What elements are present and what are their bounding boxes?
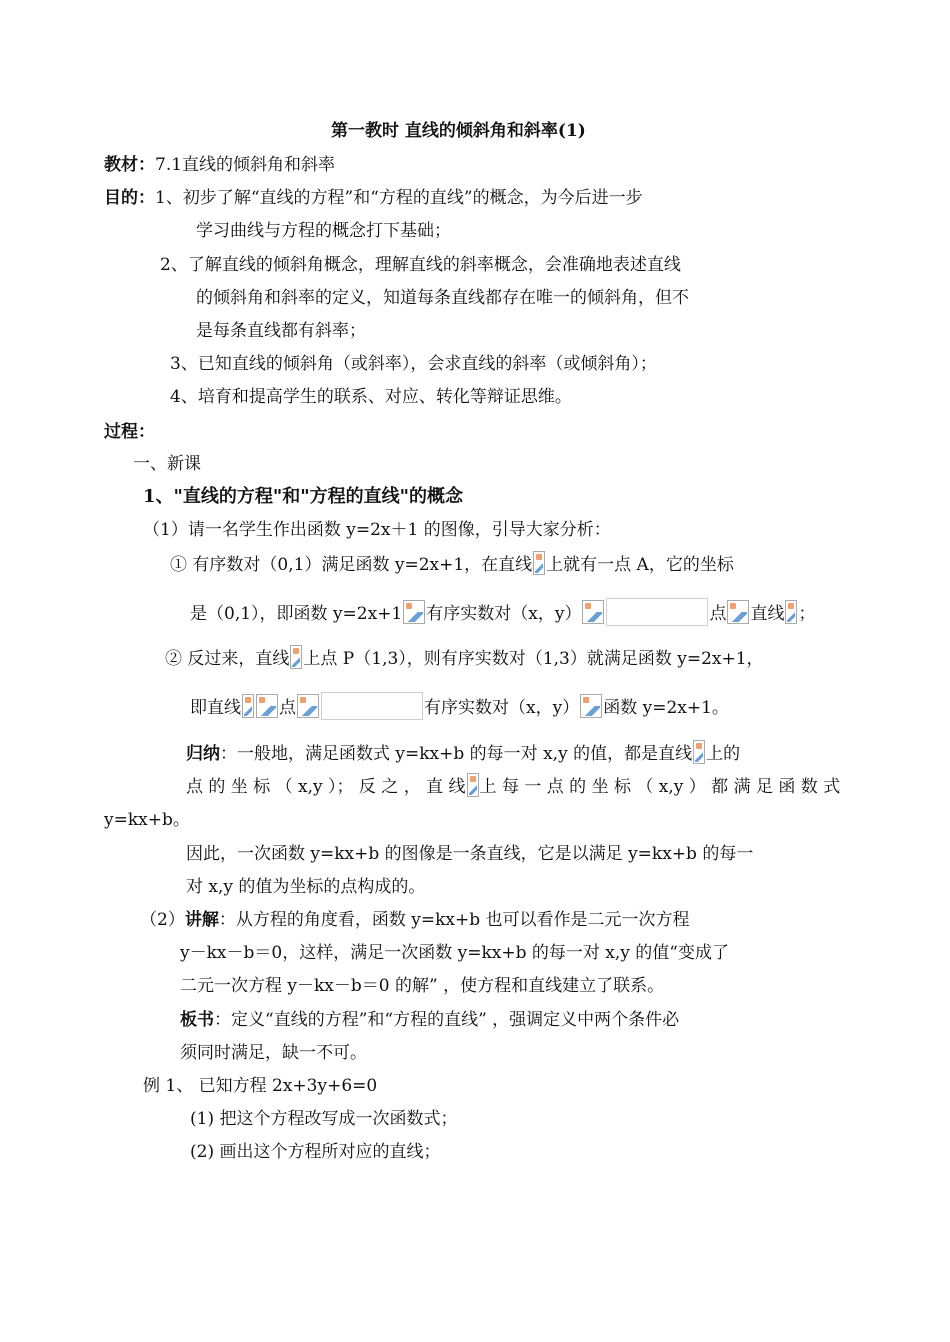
- summary-text-3b: 上 每 一 点 的 坐 标 （ x,y ） 都 满 足 函 数 式: [479, 777, 841, 797]
- image-placeholder-icon: [533, 551, 545, 575]
- material-text: 7.1直线的倾斜角和斜率: [155, 155, 336, 175]
- summary-text-1: ：一般地，满足函数式 y=kx+b 的每一对 x,y 的值，都是直线: [220, 744, 693, 764]
- material-line: [104, 153, 335, 177]
- paragraph-1: （1）请一名学生作出函数 y=2x＋1 的图像，引导大家分析：: [143, 520, 611, 540]
- item-1b-text-4: 直线: [750, 604, 785, 624]
- therefore-line-1: 因此，一次函数 y=kx+b 的图像是一条直线，它是以满足 y=kx+b 的每一: [186, 844, 754, 864]
- process-label: 过程：: [104, 422, 155, 442]
- item-1b: [190, 598, 815, 626]
- summary-text-3a: 点 的 坐 标 （ x,y ）； 反 之 ， 直 线: [186, 777, 466, 797]
- summary-line-2: [186, 773, 840, 799]
- explain-label: 讲解: [184, 910, 219, 930]
- image-placeholder-icon: [297, 694, 319, 718]
- board-text-1: ：定义“直线的方程”和“方程的直线” ，强调定义中两个条件必: [214, 1010, 680, 1030]
- goal-2b: 的倾斜角和斜率的定义，知道每条直线都存在唯一的倾斜角，但不: [196, 288, 689, 308]
- summary-line-1: [186, 740, 740, 766]
- item-2b: [190, 692, 729, 720]
- blank-box: [321, 692, 423, 720]
- item-2a: [165, 645, 764, 671]
- item-1b-text-3: 点: [709, 604, 727, 624]
- example-1: 例 1、 已知方程 2x+3y+6=0: [143, 1076, 378, 1096]
- concept-heading: 1、"直线的方程"和"方程的直线"的概念: [143, 486, 464, 507]
- image-placeholder-icon: [290, 645, 302, 669]
- image-placeholder-icon: [727, 600, 749, 624]
- blank-box: [606, 598, 708, 626]
- goal-1a-text: 1、初步了解“直线的方程”和“方程的直线”的概念，为今后进一步: [155, 188, 643, 208]
- image-placeholder-icon: [242, 694, 254, 718]
- summary-text-2: 上的: [706, 744, 741, 764]
- goal-3: 3、已知直线的倾斜角（或斜率），会求直线的斜率（或倾斜角）；: [170, 354, 657, 374]
- summary-label: 归纳: [186, 744, 220, 764]
- goal-1a: [104, 186, 643, 210]
- explain-line-1: [140, 908, 690, 932]
- board-line-2: 须同时满足，缺一不可。: [180, 1043, 367, 1063]
- image-placeholder-icon: [582, 600, 604, 624]
- image-placeholder-icon: [403, 600, 425, 624]
- item-1b-text-5: ；: [798, 604, 816, 624]
- item-1a-text-1: ① 有序数对（0,1）满足函数 y=2x+1，在直线: [170, 555, 533, 575]
- explain-line-3: 二元一次方程 y－kx－b＝0 的解” ，使方程和直线建立了联系。: [180, 976, 665, 996]
- item-2a-text-2: 上点 P（1,3），则有序实数对（1,3）就满足函数 y=2x+1，: [303, 649, 764, 669]
- item-1b-text-2: 有序实数对（x，y）: [426, 604, 582, 624]
- example-question-1: (1) 把这个方程改写成一次函数式；: [190, 1109, 458, 1129]
- item-1a-text-2: 上就有一点 A，它的坐标: [546, 555, 734, 575]
- paragraph-2-prefix: （2）: [140, 910, 185, 930]
- explain-line-2: y－kx－b＝0，这样，满足一次函数 y=kx+b 的每一对 x,y 的值“变成了: [180, 943, 729, 963]
- page-title: 第一教时 直线的倾斜角和斜率(1): [331, 121, 586, 141]
- goal-4: 4、培育和提高学生的联系、对应、转化等辩证思维。: [170, 387, 572, 407]
- board-line-1: [180, 1008, 679, 1032]
- item-2a-text-1: ② 反过来，直线: [165, 649, 290, 669]
- material-label: 教材：: [104, 155, 155, 175]
- image-placeholder-icon: [467, 773, 479, 797]
- goal-2c: 是每条直线都有斜率；: [196, 321, 366, 341]
- goal-2a: 2、了解直线的倾斜角概念，理解直线的斜率概念，会准确地表述直线: [160, 255, 681, 275]
- goals-label: 目的：: [104, 188, 155, 208]
- item-1a: [170, 551, 734, 577]
- summary-line-3: y=kx+b。: [104, 810, 190, 830]
- board-label: 板书: [180, 1010, 214, 1030]
- item-2b-text-3: 有序实数对（x，y）: [424, 698, 580, 718]
- section-new-lesson: 一、新课: [133, 454, 201, 474]
- explain-text-1: ：从方程的角度看，函数 y=kx+b 也可以看作是二元一次方程: [218, 910, 690, 930]
- item-1b-text-1: 是（0,1），即函数 y=2x+1: [190, 604, 403, 624]
- item-2b-text-4: 函数 y=2x+1。: [603, 698, 729, 718]
- image-placeholder-icon: [256, 694, 278, 718]
- therefore-line-2: 对 x,y 的值为坐标的点构成的。: [186, 877, 426, 897]
- goal-1b: 学习曲线与方程的概念打下基础；: [196, 221, 451, 241]
- image-placeholder-icon: [580, 694, 602, 718]
- item-2b-text-2: 点: [279, 698, 296, 718]
- image-placeholder-icon: [693, 740, 705, 764]
- example-question-2: (2) 画出这个方程所对应的直线；: [190, 1142, 441, 1162]
- image-placeholder-icon: [785, 600, 797, 624]
- item-2b-text-1: 即直线: [190, 698, 241, 718]
